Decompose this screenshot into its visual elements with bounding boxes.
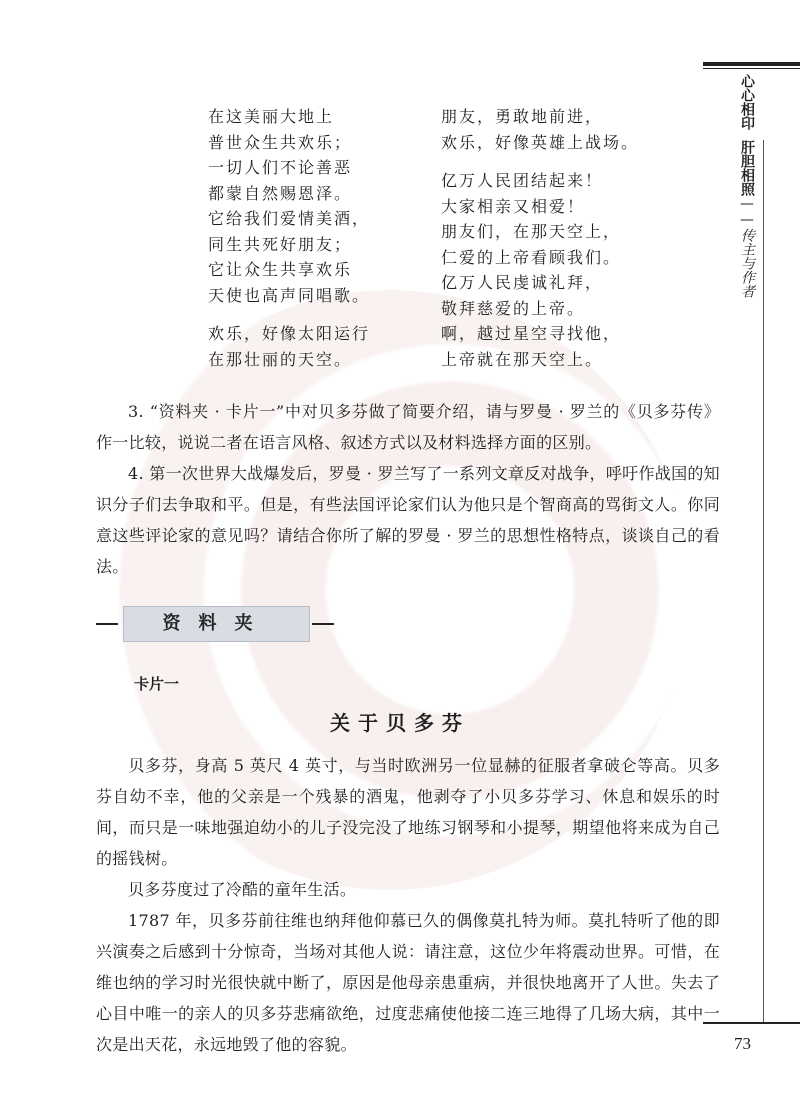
poem-line: 在那壮丽的天空。 xyxy=(208,349,353,369)
question-3-text: 3. “资料夹 · 卡片一”中对贝多芬做了简要介绍，请与罗曼 · 罗兰的《贝多芬传》作一比较，说说二者在语言风格、叙述方式以及材料选择方面的区别。 xyxy=(96,402,720,452)
article-paragraph xyxy=(96,750,720,874)
page-number: 73 xyxy=(734,1034,751,1053)
poem-line: 朋友，勇敢地前进， xyxy=(441,107,604,126)
article-paragraph xyxy=(96,905,720,1060)
poem-line: 敬拜慈爱的上帝。 xyxy=(441,298,586,318)
poem-stanza xyxy=(208,321,370,372)
header-dash-left xyxy=(96,623,118,625)
poem-line: 大家相亲又相爱！ xyxy=(441,196,586,216)
poem-line: 在这美丽大地上 xyxy=(208,107,335,126)
sidebar-top-rule xyxy=(703,62,800,66)
poem-column-left xyxy=(208,104,370,385)
question-4 xyxy=(96,458,720,582)
poem-line: 朋友们，在那天空上， xyxy=(441,222,622,241)
poem-line: 欢乐，好像太阳运行 xyxy=(208,324,371,343)
sidebar-book-title: 传主与作者 xyxy=(739,228,755,298)
poem-line: 它给我们爱情美酒， xyxy=(208,209,371,228)
article-paragraph-text: 贝多芬，身高 5 英尺 4 英寸，与当时欧洲另一位显赫的征服者拿破仑等高。贝多芬自幼不幸，他的父亲是一个残暴的酒鬼，他剥夺了小贝多芬学习、休息和娱乐的时间，而只是一味地强迫幼小的儿子没完没了地练习钢琴和小提琴，期望他将来成为自己的摇钱树。 xyxy=(96,756,720,868)
section-header-label: 资料夹 xyxy=(123,606,310,642)
poem-line: 上帝就在那天空上。 xyxy=(441,349,604,369)
question-3 xyxy=(96,396,720,458)
poem-stanza xyxy=(441,168,639,372)
question-4-text: 4. 第一次世界大战爆发后，罗曼 · 罗兰写了一系列文章反对战争，呼吁作战国的知识分子们去争取和平。但是，有些法国评论家们认为他只是个智商高的骂街文人。你同意这些评论家的意见吗？请结合你所了解的罗曼 · 罗兰的思想性格特点，谈谈自己的看法。 xyxy=(96,464,720,576)
poem-line: 都蒙自然赐恩泽。 xyxy=(208,183,353,203)
poem-line: 天使也高声同唱歌。 xyxy=(208,285,371,305)
article-paragraph xyxy=(96,874,720,905)
article-paragraph-text: 贝多芬度过了冷酷的童年生活。 xyxy=(128,880,357,899)
sidebar-top-rule-thin xyxy=(703,68,800,69)
article-paragraph-text: 1787 年，贝多芬前往维也纳拜他仰慕已久的偶像莫扎特为师。莫扎特听了他的即兴演奏之后感到十分惊奇，当场对其他人说：请注意，这位少年将震动世界。可惜，在维也纳的学习时光很快就中断了，原因是他母亲患重病，并很快地离开了人世。失去了心目中唯一的亲人的贝多芬悲痛欲绝，过度悲痛使他接二连三地得了几场大病，其中一次是出天花，永远地毁了他的容貌。 xyxy=(96,911,720,1054)
sidebar-slogan-1: 心心相印 xyxy=(739,74,755,130)
poem-stanza xyxy=(208,104,370,308)
sidebar-slogan-2: 肝胆相照 xyxy=(739,140,755,196)
poem-line: 仁爱的上帝看顾我们。 xyxy=(441,247,622,267)
header-dash-right xyxy=(312,623,334,625)
poem-line: 一切人们不论善恶 xyxy=(208,158,353,177)
poem-line: 它让众生共享欢乐 xyxy=(208,260,353,279)
poem-line: 亿万人民虔诚礼拜， xyxy=(441,273,604,292)
sidebar-vertical-rule xyxy=(763,140,764,1022)
poem-line: 啊，越过星空寻找他， xyxy=(441,324,622,343)
sidebar-dash: —— xyxy=(739,196,755,228)
section-header-materials xyxy=(96,606,336,642)
article-title: 关于贝多芬 xyxy=(330,711,470,735)
poem-line: 欢乐，好像英雄上战场。 xyxy=(441,132,640,152)
poem-stanza xyxy=(441,104,639,155)
card-label: 卡片一 xyxy=(134,675,180,693)
sidebar-running-title xyxy=(733,74,755,298)
poem-line: 普世众生共欢乐； xyxy=(208,132,353,152)
poem-line: 亿万人民团结起来！ xyxy=(441,171,604,190)
poem-column-right xyxy=(441,104,639,385)
poem-line: 同生共死好朋友； xyxy=(208,234,353,254)
